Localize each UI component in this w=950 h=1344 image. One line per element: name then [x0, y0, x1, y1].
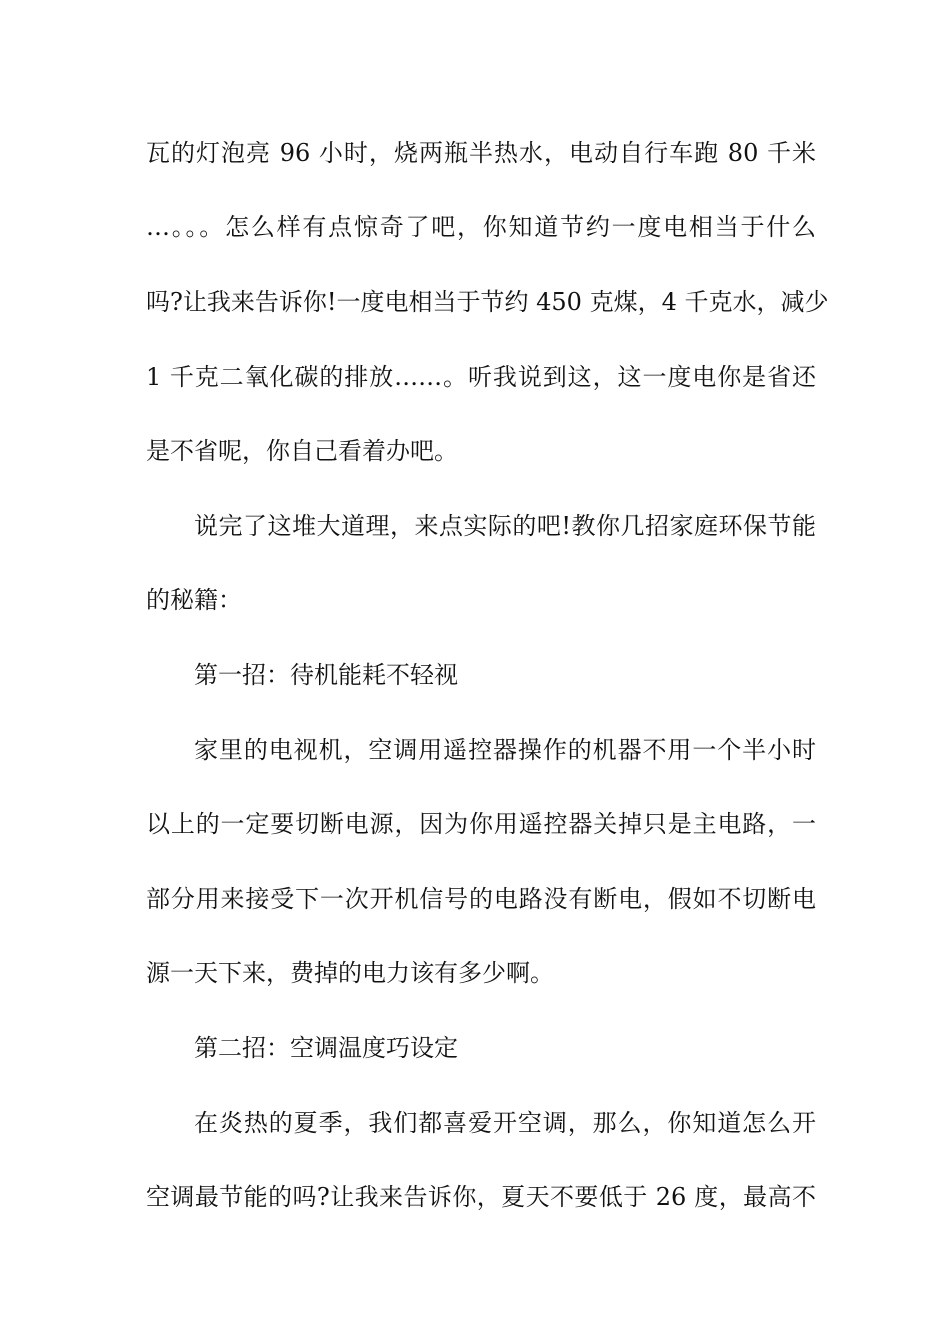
- text-line-3: 吗?让我来告诉你!一度电相当于节约 450 克煤，4 千克水，减少: [146, 288, 829, 316]
- text-line-1: 瓦的灯泡亮 96 小时，烧两瓶半热水，电动自行车跑 80 千米: [146, 139, 816, 167]
- text-line-14: 在炎热的夏季，我们都喜爱开空调，那么，你知道怎么开: [194, 1109, 816, 1137]
- text-line-5: 是不省呢，你自己看着办吧。: [146, 437, 458, 465]
- text-line-6: 说完了这堆大道理，来点实际的吧!教你几招家庭环保节能: [194, 512, 816, 540]
- text-line-12: 源一天下来，费掉的电力该有多少啊。: [146, 959, 554, 987]
- text-line-7: 的秘籍：: [146, 586, 242, 614]
- text-line-9: 家里的电视机，空调用遥控器操作的机器不用一个半小时: [194, 736, 816, 764]
- text-line-15: 空调最节能的吗?让我来告诉你，夏天不要低于 26 度，最高不: [146, 1183, 816, 1211]
- section-heading-2: 第二招：空调温度巧设定: [194, 1034, 458, 1062]
- section-heading-1: 第一招：待机能耗不轻视: [194, 661, 458, 689]
- text-line-4: 1 千克二氧化碳的排放……。听我说到这，这一度电你是省还: [146, 363, 816, 391]
- text-line-10: 以上的一定要切断电源，因为你用遥控器关掉只是主电路，一: [146, 810, 816, 838]
- text-line-2: …。。。怎么样有点惊奇了吧，你知道节约一度电相当于什么: [146, 213, 816, 241]
- text-line-11: 部分用来接受下一次开机信号的电路没有断电，假如不切断电: [146, 885, 816, 913]
